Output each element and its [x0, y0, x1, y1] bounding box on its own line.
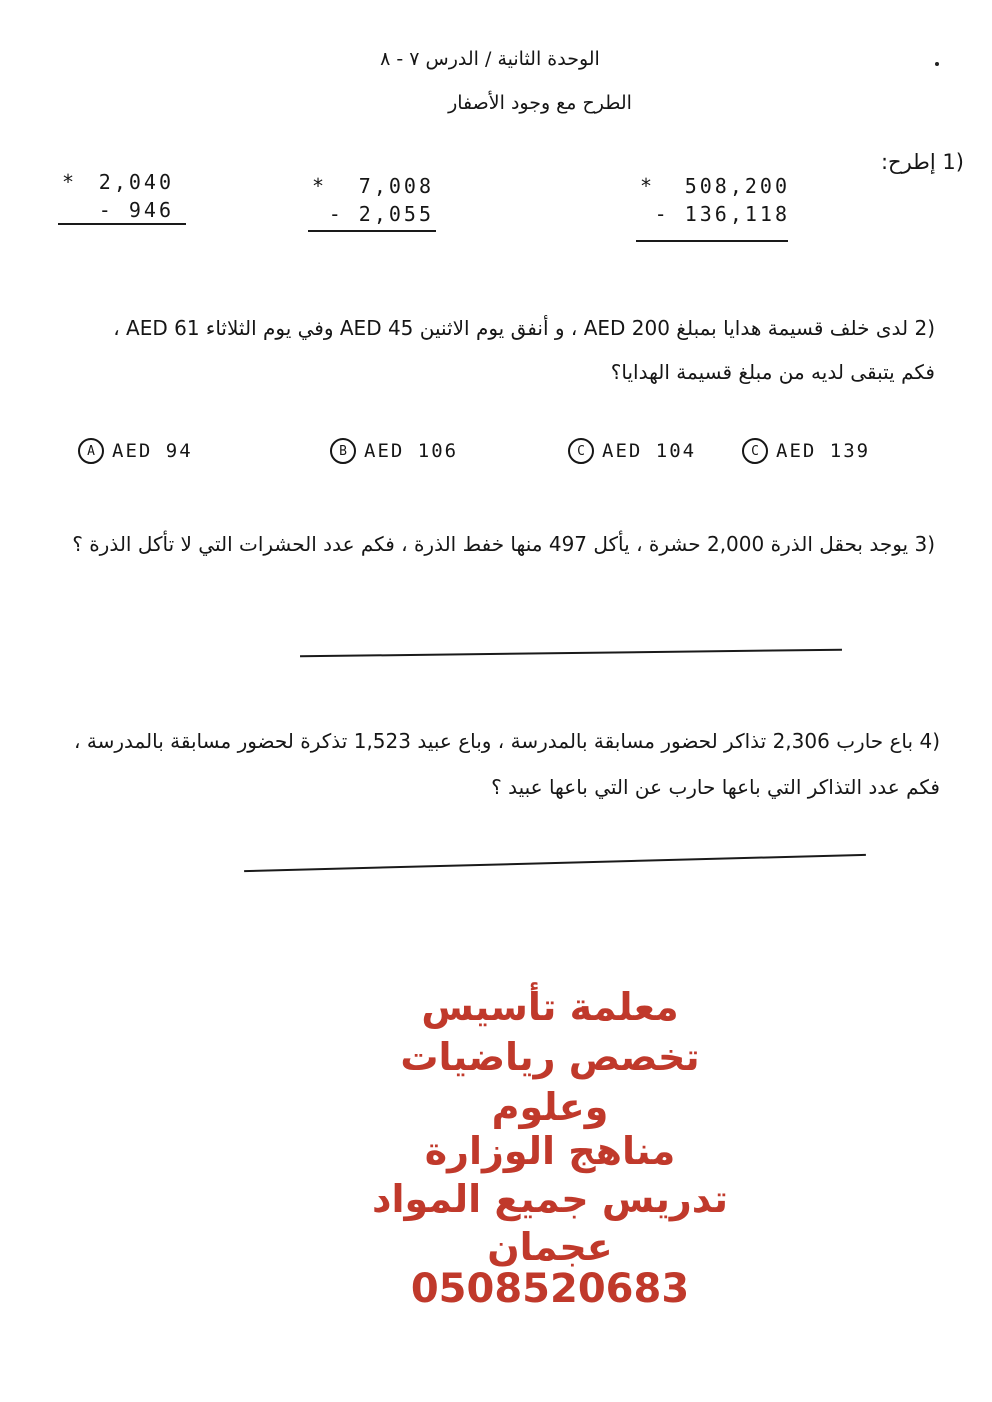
choice-text: AED 106 — [364, 440, 459, 462]
stray-dot — [935, 62, 939, 66]
answer-line — [308, 230, 436, 232]
choice-letter-circle: B — [330, 438, 356, 464]
problem-star: * — [62, 170, 78, 194]
question-1-label: (1 إطرح: — [880, 150, 964, 174]
question-3-text: (3 يوجد بحقل الذرة 2,000 حشرة ، يأكل 497 منها خفط الذرة ، فكم عدد الحشرات التي لا تأكل الذرة ؟ — [72, 532, 935, 556]
choice-letter-circle: A — [78, 438, 104, 464]
advert-phone-number: 0508520683 — [410, 1266, 690, 1312]
choice-b[interactable] — [330, 438, 458, 464]
problem-star: * — [640, 174, 656, 198]
advert-line-3: وعلوم — [491, 1085, 609, 1129]
subtraction-problem-1 — [640, 172, 790, 228]
choice-c[interactable] — [568, 438, 696, 464]
problem-top-number: 7,008 — [358, 174, 434, 198]
advert-line-1: معلمة تأسيس — [421, 985, 679, 1029]
subtraction-problem-3 — [62, 168, 174, 224]
problem-bottom-number: - 136,118 — [654, 202, 790, 226]
question-2-text: (2 لدى خلف قسيمة هدايا بمبلغ AED 200 ، و أنفق يوم الاثنين AED 45 وفي يوم الثلاثاء AED 61 ، فكم يتبقى لديه من مبلغ قسيمة الهدايا؟ — [113, 316, 935, 384]
advert-line-5: تدريس جميع المواد — [372, 1177, 728, 1221]
problem-top-number: 2,040 — [98, 170, 174, 194]
choice-letter-circle: C — [568, 438, 594, 464]
choice-d[interactable] — [742, 438, 870, 464]
choice-text: AED 94 — [112, 440, 193, 462]
problem-star: * — [312, 174, 328, 198]
choice-text: AED 139 — [776, 440, 871, 462]
choice-a[interactable] — [78, 438, 193, 464]
answer-line[interactable] — [244, 854, 866, 872]
advert-line-2: تخصص رياضيات — [400, 1035, 700, 1079]
question-4-text: (4 باع حارب 2,306 تذاكر لحضور مسابقة بالمدرسة ، وباع عبيد 1,523 تذكرة لحضور مسابقة بالمدرسة ، فكم عدد التذاكر التي باعها حارب عن التي باعها عبيد ؟ — [74, 729, 940, 799]
answer-line — [58, 223, 186, 225]
advert-line-4: مناهج الوزارة — [424, 1129, 676, 1173]
answer-line — [636, 240, 788, 242]
answer-line[interactable] — [300, 649, 842, 658]
choice-text: AED 104 — [602, 440, 697, 462]
worksheet-topic-title: الطرح مع وجود الأصفار — [448, 92, 632, 114]
advert-line-6: عجمان — [487, 1225, 613, 1269]
worksheet-unit-lesson-title: الوحدة الثانية / الدرس ٧ - ٨ — [380, 48, 600, 70]
subtraction-problem-2 — [312, 172, 434, 228]
problem-top-number: 508,200 — [684, 174, 790, 198]
problem-bottom-number: - 2,055 — [328, 202, 434, 226]
problem-bottom-number: - 946 — [98, 198, 174, 222]
choice-letter-circle: C — [742, 438, 768, 464]
